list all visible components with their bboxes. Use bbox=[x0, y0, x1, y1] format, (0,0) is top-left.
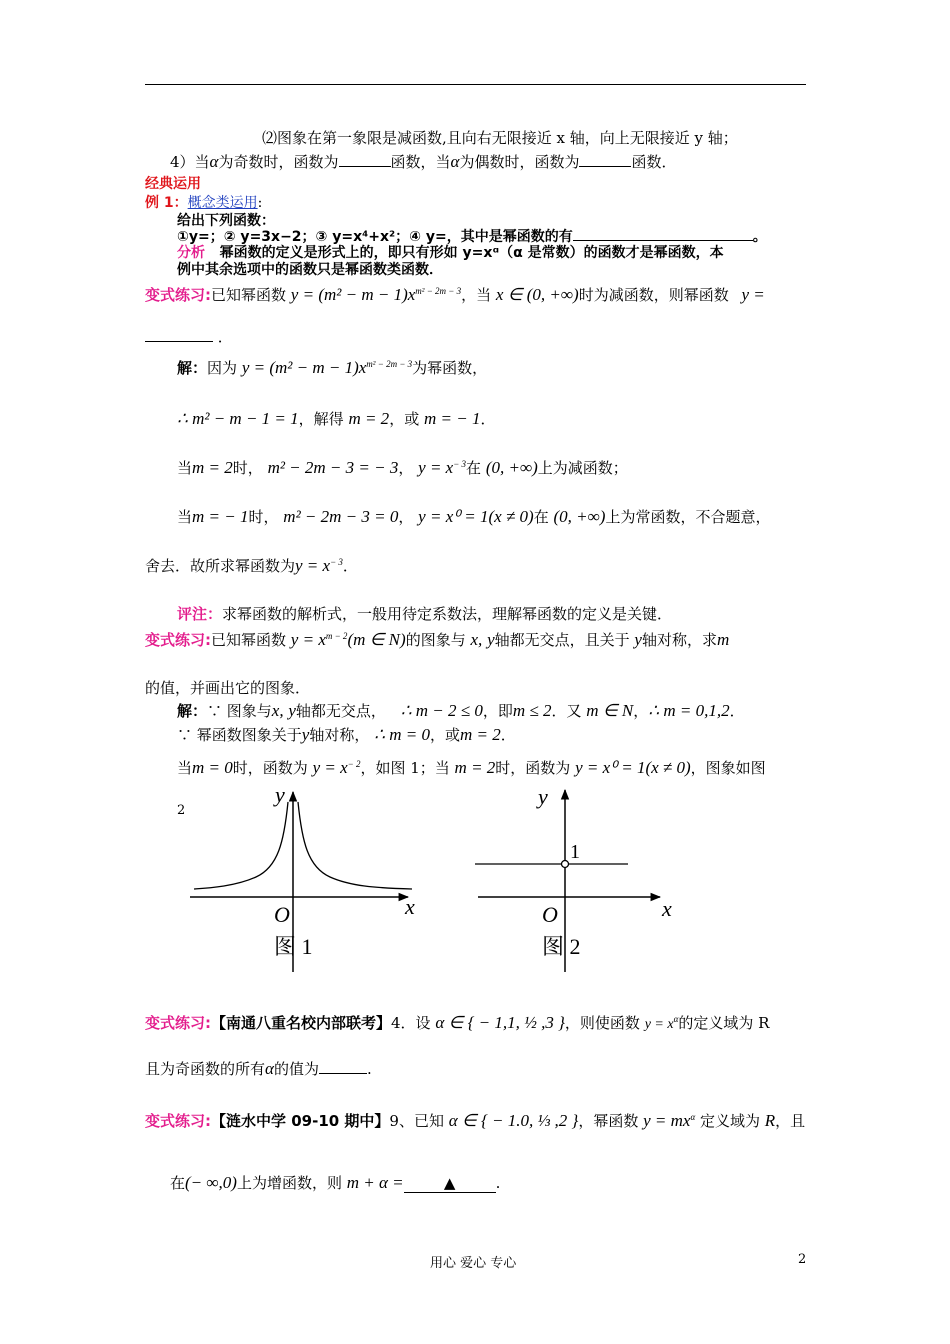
tick-label-1: 1 bbox=[570, 841, 580, 863]
answer-blank[interactable] bbox=[404, 1174, 496, 1193]
solution-line-5: 舍去．故所求幂函数为$y = x^{- 3}$． bbox=[145, 556, 358, 575]
solution-line-2: ∴ m² − m − 1 = 1，解得 m = 2，或 m = − 1． bbox=[177, 409, 496, 428]
footer-center: 用心 爱心 专心 bbox=[430, 1256, 517, 1271]
x-axis-label: x bbox=[662, 896, 672, 921]
y-axis-label: y bbox=[538, 784, 548, 809]
solution-line-1: 解：因为 $y = (m^2 - m - 1)x^{m^2 - 2m - 3}$为幂函数， bbox=[177, 358, 488, 377]
solution-line-4: 当m = − 1时， m² − 2m − 3 = 0， y = x⁰ = 1(x ≠ 0)在 (0, +∞)上为常函数，不合题意， bbox=[177, 507, 771, 526]
variation-3-line-1: 变式练习:【南通八重名校内部联考】4．设 α ∈ { − 1,1, ½ ,3 }，则使函数 $y = x^\alpha$的定义域为 R bbox=[145, 1013, 770, 1032]
curve-left bbox=[194, 802, 288, 889]
example-1-title: 例 1：概念类运用: bbox=[145, 195, 263, 211]
variation-4-line-2: 在(− ∞,0)上为增函数，则 m + α = ▲ . bbox=[170, 1173, 501, 1192]
analysis-line-1: 分析 幂函数的定义是形式上的，即只有形如 y=xᵅ（α 是常数）的函数才是幂函数，本 bbox=[177, 245, 724, 261]
header-rule bbox=[145, 84, 806, 85]
open-point bbox=[562, 861, 569, 868]
answer-blank[interactable] bbox=[339, 152, 391, 167]
text-line-property-2: ⑵图象在第一象限是减函数,且向右无限接近 x 轴，向上无限接近 y 轴； bbox=[262, 129, 738, 147]
figure-2-caption: 图 2 bbox=[542, 934, 581, 959]
answer-blank[interactable] bbox=[573, 226, 753, 241]
variation-2-line-2: 的值，并画出它的图象． bbox=[145, 679, 311, 697]
origin-label: O bbox=[274, 902, 290, 927]
y-axis-label: y bbox=[275, 782, 285, 807]
comment-line: 评注：求幂函数的解析式，一般用待定系数法，理解幂函数的定义是关键． bbox=[177, 605, 673, 623]
variation-3-line-2: 且为奇函数的所有α的值为 . bbox=[145, 1059, 372, 1078]
variation-4-line-1: 变式练习:【涟水中学 09-10 期中】9、已知 α ∈ { − 1.0, ⅓ ,2 }，幂函数 $y = mx^\alpha$ 定义域为 R，且 bbox=[145, 1111, 806, 1130]
answer-blank[interactable] bbox=[319, 1059, 367, 1074]
answer-blank[interactable] bbox=[145, 327, 213, 342]
figure-2 bbox=[470, 782, 690, 972]
origin-label: O bbox=[542, 902, 558, 927]
example-1-prompt: 给出下列函数： bbox=[177, 213, 275, 229]
curve-right bbox=[298, 802, 412, 889]
text-line-4: 4）当α为奇数时，函数为 函数，当α为偶数时，函数为 函数． bbox=[170, 152, 677, 171]
solution-line-8: 当m = 0时，函数为 $y = x^{- 2}$，如图 1；当 m = 2时，函数为 y = x⁰ = 1(x ≠ 0)，图象如图 bbox=[177, 758, 766, 777]
analysis-line-2: 例中其余选项中的函数只是幂函数类函数． bbox=[177, 262, 443, 278]
solution-line-7: ∵ 幂函数图象关于y轴对称， ∴ m = 0，或m = 2． bbox=[177, 725, 516, 744]
variation-1-blank: ． bbox=[145, 326, 233, 347]
section-heading: 经典运用 bbox=[145, 176, 201, 192]
solution-line-9: 2 bbox=[177, 803, 186, 818]
triangle-icon: ▲ bbox=[443, 1174, 456, 1192]
figure-1 bbox=[190, 782, 430, 972]
x-axis-label: x bbox=[405, 894, 415, 919]
variation-1: 变式练习:已知幂函数 $y = (m^2 - m - 1)x^{m^2 - 2m - 3}$，当 x ∈ (0, +∞)时为减函数，则幂函数 y = bbox=[145, 285, 765, 304]
page-number: 2 bbox=[798, 1252, 807, 1267]
variation-2-line-1: 变式练习:已知幂函数 $y = x^{m - 2}(m$ ∈ N)的图象与 x, y轴都无交点，且关于 y轴对称，求m bbox=[145, 630, 730, 649]
figure-1-caption: 图 1 bbox=[274, 934, 313, 959]
solution-line-6: 解：∵ 图象与x, y轴都无交点， ∴ m − 2 ≤ 0，即m ≤ 2．又 m ∈ N，∴ m = 0,1,2． bbox=[177, 701, 745, 720]
example-1-items: ①y=；② y=3x−2；③ y=x⁴+x²；④ y=，其中是幂函数的有 。 bbox=[177, 226, 767, 246]
answer-blank[interactable] bbox=[579, 152, 631, 167]
solution-line-3: 当m = 2时， m² − 2m − 3 = − 3， $y = x^{- 3}$在 (0, +∞)上为减函数； bbox=[177, 458, 628, 477]
